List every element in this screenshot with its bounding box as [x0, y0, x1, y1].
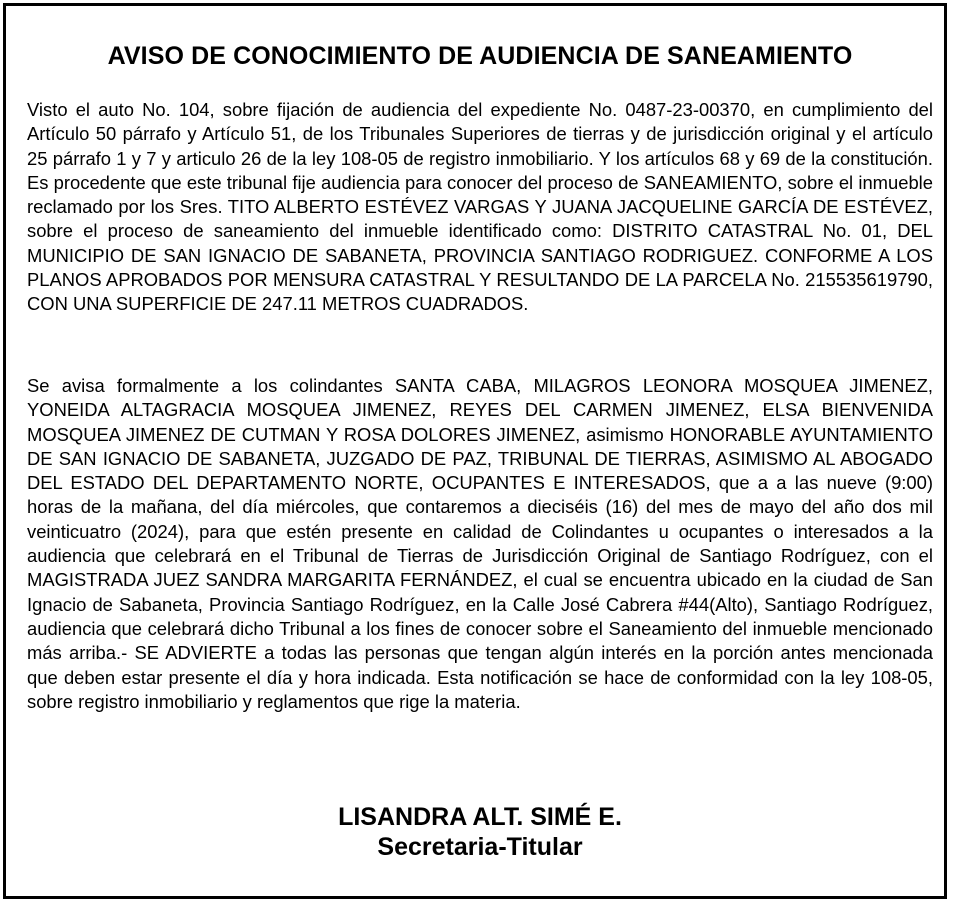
- signatory-name: LISANDRA ALT. SIMÉ E.: [338, 803, 622, 831]
- notice-border: [3, 3, 947, 899]
- notice-paragraph-1: Visto el auto No. 104, sobre fijación de audiencia del expediente No. 0487-23-00370, en cumplimiento del Artículo 50 párrafo y Artículo 51, de los Tribunales Superiores de tierras y de jurisdicción original y el artículo 25 párrafo 1 y 7 y articulo 26 de la ley 108-05 de registro inmobiliario. Y los artículos 68 y 69 de la constitución. Es procedente que este tribunal fije audiencia para conocer del proceso de SANEAMIENTO, sobre el inmueble reclamado por los Sres. TITO ALBERTO ESTÉVEZ VARGAS Y JUANA JACQUELINE GARCÍA DE ESTÉVEZ, sobre el proceso de saneamiento del inmueble identificado como: DISTRITO CATASTRAL No. 01, DEL MUNICIPIO DE SAN IGNACIO DE SABANETA, PROVINCIA SANTIAGO RODRIGUEZ. CONFORME A LOS PLANOS APROBADOS POR MENSURA CATASTRAL Y RESULTANDO DE LA PARCELA No. 215535619790, CON UNA SUPERFICIE DE 247.11 METROS CUADRADOS.: [27, 99, 933, 315]
- signatory-role: Secretaria-Titular: [377, 833, 583, 861]
- notice-title: AVISO DE CONOCIMIENTO DE AUDIENCIA DE SANEAMIENTO: [107, 42, 853, 70]
- notice-paragraph-2: Se avisa formalmente a los colindantes SANTA CABA, MILAGROS LEONORA MOSQUEA JIMENEZ, YONEIDA ALTAGRACIA MOSQUEA JIMENEZ, REYES DEL CARMEN JIMENEZ, ELSA BIENVENIDA MOSQUEA JIMENEZ DE CUTMAN Y ROSA DOLORES JIMENEZ, asimismo HONORABLE AYUNTAMIENTO DE SAN IGNACIO DE SABANETA, JUZGADO DE PAZ, TRIBUNAL DE TIERRAS, ASIMISMO AL ABOGADO DEL ESTADO DEL DEPARTAMENTO NORTE, OCUPANTES E INTERESADOS, que a a las nueve (9:00) horas de la mañana, del día miércoles, que contaremos a dieciséis (16) del mes de mayo del año dos mil veinticuatro (2024), para que estén presente en calidad de Colindantes u ocupantes o interesados a la audiencia que celebrará en el Tribunal de Tierras de Jurisdicción Original de Santiago Rodríguez, con el MAGISTRADA JUEZ SANDRA MARGARITA FERNÁNDEZ, el cual se encuentra ubicado en la ciudad de San Ignacio de Sabaneta, Provincia Santiago Rodríguez, en la Calle José Cabrera #44(Alto), Santiago Rodríguez, audiencia que celebrará dicho Tribunal a los fines de conocer sobre el Saneamiento del inmueble mencionado más arriba.- SE ADVIERTE a todas las personas que tengan algún interés en la porción antes mencionada que deben estar presente el día y hora indicada. Esta notificación se hace de conformidad con la ley 108-05, sobre registro inmobiliario y reglamentos que rige la materia.: [27, 375, 933, 712]
